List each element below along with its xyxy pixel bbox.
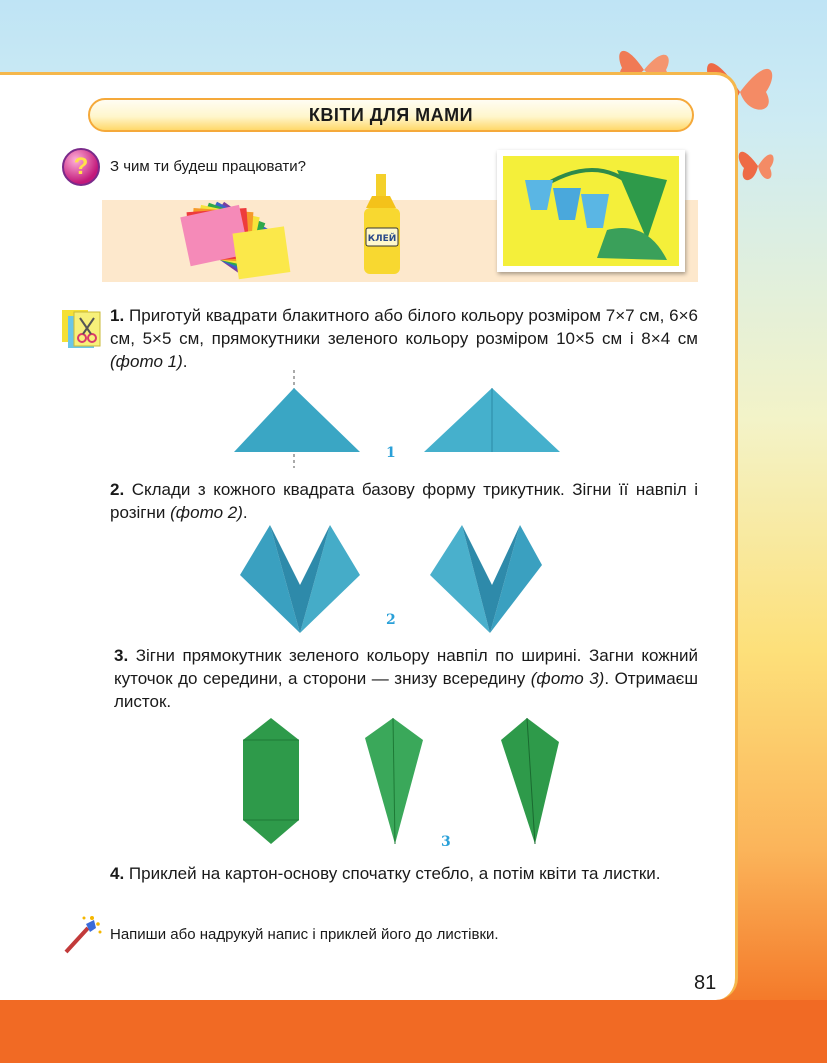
scissors-icon (62, 308, 102, 350)
title-banner (88, 98, 694, 132)
paper-stack-icon (170, 200, 300, 280)
step-text: Зігни прямокутник зеленого кольору навпіл по ширині. Загни кожний куточок до середини, а сторони — знизу всередину (114, 646, 698, 688)
step-number: 1. (110, 306, 125, 325)
step-end: . (182, 352, 188, 371)
photo-label: 3 (441, 834, 451, 850)
result-photo (497, 150, 685, 272)
step-end: . Отримаєш листок. (114, 669, 698, 711)
photo-ref: (фото 1) (110, 352, 183, 371)
step-1 (110, 304, 698, 373)
glue-label: КЛЕЙ (367, 234, 397, 244)
butterfly-icon (738, 138, 778, 188)
step-3 (114, 644, 698, 713)
step-number: 4. (110, 864, 125, 883)
photo-ref: (фото 2) (170, 503, 243, 522)
photo-label: 1 (386, 445, 396, 461)
note-text: Напиши або надрукуй напис і приклей його до листівки. (110, 926, 499, 943)
step-end: . (242, 503, 248, 522)
step-number: 3. (114, 646, 129, 665)
paintbrush-icon (62, 916, 102, 956)
green-leaf-illustration (235, 718, 575, 848)
step-2 (110, 478, 698, 524)
blue-triangle-illustration (230, 370, 570, 470)
step-text: Склади з кожного квадрата базову форму трикутник. Зігни її навпіл і розігни (110, 480, 698, 522)
photo-ref: (фото 3) (530, 669, 605, 688)
question-icon: ? (62, 148, 100, 186)
flower-card-image (497, 150, 685, 272)
step-text: Приклей на картон-основу спочатку стебло, а потім квіти та листки. (128, 864, 661, 883)
step-4 (110, 862, 698, 885)
page-title: КВІТИ ДЛЯ МАМИ (308, 104, 474, 125)
page-number: 81 (694, 972, 717, 994)
step-text: Приготуй квадрати блакитного або білого кольору розміром 7×7 см, 6×6 см, 5×5 см, прямокутники зеленого кольору розміром 10×5 см і 8×4 см (110, 306, 698, 348)
photo-label: 2 (386, 612, 396, 628)
glue-bottle-icon (360, 174, 404, 278)
question-text: З чим ти будеш працювати? (110, 158, 306, 175)
step-number: 2. (110, 480, 125, 499)
bottom-band (0, 1000, 827, 1063)
